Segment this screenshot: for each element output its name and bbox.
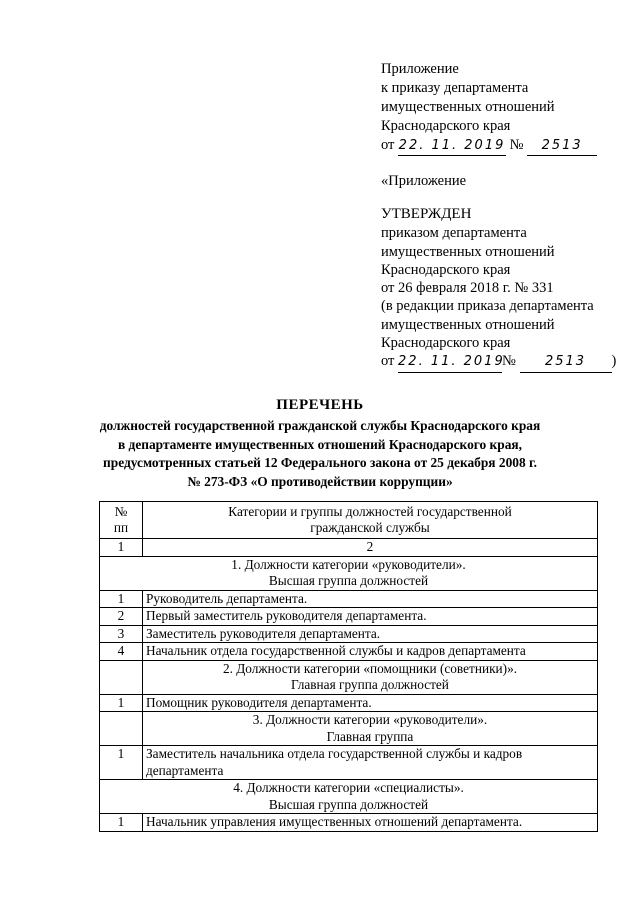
from-label: от xyxy=(381,137,395,153)
approved-line: Краснодарского края xyxy=(381,261,511,278)
table-row xyxy=(100,643,598,661)
row-text-line: департамента xyxy=(146,762,224,778)
appendix-line: к приказу департамента xyxy=(381,80,529,96)
handwritten-number: 2513 xyxy=(527,136,597,156)
header-category-cell xyxy=(143,502,598,539)
approved-line: Краснодарского края xyxy=(381,335,511,352)
approved-line: имущественных отношений xyxy=(381,243,555,260)
subtitle-line: № 273-ФЗ «О противодействии коррупции» xyxy=(187,473,453,489)
row-text: Первый заместитель руководителя департамента. xyxy=(143,608,598,626)
section-row xyxy=(100,780,598,814)
handwritten-date: 22. 11. 2019 xyxy=(398,136,506,156)
row-number: 1 xyxy=(100,814,143,832)
subtitle-line: должностей государственной гражданской службы Краснодарского края xyxy=(99,418,541,433)
approved-block xyxy=(381,205,616,373)
positions-table xyxy=(99,501,598,832)
row-number: 3 xyxy=(100,625,143,643)
section-heading xyxy=(143,712,598,746)
table-row xyxy=(100,814,598,832)
document-subtitle xyxy=(80,417,560,491)
table-row xyxy=(100,746,598,780)
approved-line: от 26 февраля 2018 г. № 331 xyxy=(381,280,554,297)
subtitle-line: в департаменте имущественных отношений Краснодарского края, xyxy=(117,436,523,452)
table-header-row xyxy=(100,502,598,539)
appendix-line: Краснодарского края xyxy=(381,118,511,134)
header-number-cell xyxy=(100,502,143,539)
index-cell: 1 xyxy=(100,539,143,557)
appendix-date-line xyxy=(381,136,597,156)
section-group: Высшая группа должностей xyxy=(268,796,429,812)
row-number: 4 xyxy=(100,643,143,661)
table-row xyxy=(100,694,598,712)
section-group: Главная группа xyxy=(326,728,414,744)
approved-line: приказом департамента xyxy=(381,225,527,242)
handwritten-date: 22. 11. 2019 xyxy=(398,353,502,372)
row-text: Начальник управления имущественных отношений департамента. xyxy=(143,814,598,832)
index-cell: 2 xyxy=(143,539,598,557)
header-number-label: № xyxy=(114,503,128,519)
document-title: ПЕРЕЧЕНЬ xyxy=(276,397,364,413)
number-label: № xyxy=(502,353,516,370)
header-category-label: Категории и группы должностей государственной xyxy=(228,503,512,519)
row-number: 1 xyxy=(100,694,143,712)
row-text: Руководитель департамента. xyxy=(143,590,598,608)
appendix-line: имущественных отношений xyxy=(381,99,555,115)
row-text xyxy=(143,746,598,780)
section-group: Главная группа должностей xyxy=(291,677,449,692)
table-row xyxy=(100,590,598,608)
row-text-line: Заместитель начальника отдела государственной службы и кадров xyxy=(146,746,523,761)
closing-paren: ) xyxy=(611,353,617,370)
section-group: Высшая группа должностей xyxy=(268,573,429,588)
approved-date-line xyxy=(381,352,616,372)
row-number: 2 xyxy=(100,608,143,626)
appendix-line: Приложение xyxy=(381,61,459,77)
number-label: № xyxy=(509,137,524,153)
approved-heading: УТВЕРЖДЕН xyxy=(381,206,472,222)
table-index-row xyxy=(100,539,598,557)
section-row xyxy=(100,660,598,694)
row-text: Начальник отдела государственной службы и кадров департамента xyxy=(143,643,598,661)
from-label: от xyxy=(381,353,395,370)
header-number-label: пп xyxy=(113,520,129,535)
handwritten-number: 2513 xyxy=(520,353,612,372)
row-text: Заместитель руководителя департамента. xyxy=(143,625,598,643)
approved-line: имущественных отношений xyxy=(381,316,555,333)
section-heading xyxy=(143,660,598,694)
section-row xyxy=(100,556,598,590)
row-number: 1 xyxy=(100,746,143,780)
subtitle-line: предусмотренных статьей 12 Федерального закона от 25 декабря 2008 г. xyxy=(103,455,537,470)
section-title: 3. Должности категории «руководители». xyxy=(252,712,488,727)
row-text: Помощник руководителя департамента. xyxy=(143,694,598,712)
appendix-quote: «Приложение xyxy=(381,173,467,189)
section-heading xyxy=(100,556,598,590)
row-number: 1 xyxy=(100,590,143,608)
header-category-label: гражданской службы xyxy=(310,520,430,535)
section-title: 2. Должности категории «помощники (советники)». xyxy=(222,660,518,676)
table-row xyxy=(100,625,598,643)
approved-line: (в редакции приказа департамента xyxy=(381,298,594,315)
section-row xyxy=(100,712,598,746)
section-heading xyxy=(100,780,598,814)
table-row xyxy=(100,608,598,626)
section-title: 1. Должности категории «руководители». xyxy=(231,556,466,572)
appendix-block xyxy=(381,60,597,156)
section-title: 4. Должности категории «специалисты». xyxy=(233,780,464,795)
